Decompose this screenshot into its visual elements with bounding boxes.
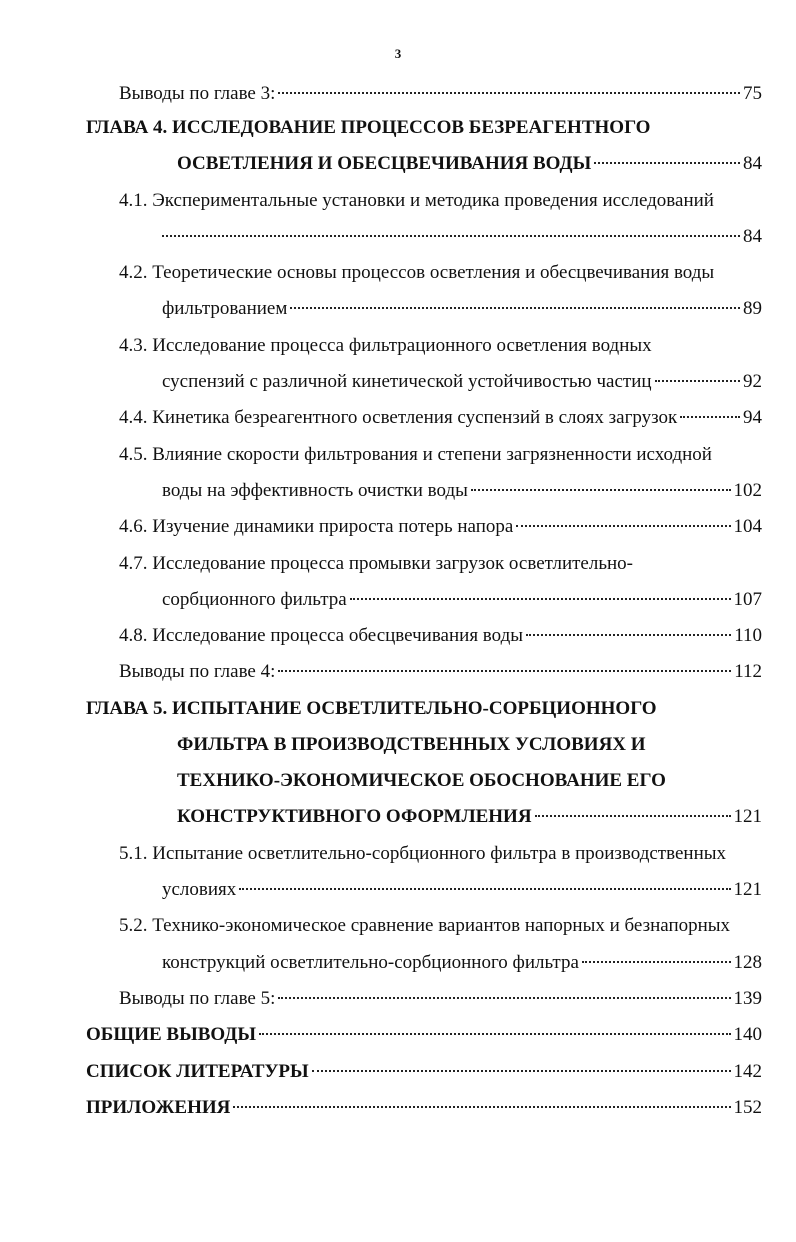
toc-page-number: 84 (743, 153, 762, 174)
dot-leader (594, 162, 740, 164)
toc-entry-title: ПРИЛОЖЕНИЯ (86, 1097, 231, 1118)
toc-references[interactable] (0, 1057, 762, 1087)
toc-section-4-5-cont[interactable] (0, 476, 762, 506)
toc-page-number: 84 (743, 226, 762, 247)
toc-section-5-1[interactable] (0, 839, 762, 869)
toc-section-4-7[interactable] (0, 549, 762, 579)
dot-leader (350, 598, 731, 600)
toc-entry-title: 4.8. Исследование процесса обесцвечивания воды (119, 625, 524, 646)
toc-entry-title: ОБЩИЕ ВЫВОДЫ (86, 1024, 256, 1045)
toc-entry-title: КОНСТРУКТИВНОГО ОФОРМЛЕНИЯ (177, 806, 532, 827)
toc-page-number: 92 (743, 371, 762, 392)
toc-page-number: 102 (733, 480, 762, 501)
toc-page-number: 142 (733, 1061, 762, 1082)
toc-section-4-7-cont[interactable] (0, 585, 762, 615)
toc-entry-conclusions-4[interactable] (0, 657, 762, 687)
toc-chapter-5-heading-cont-1[interactable] (0, 730, 762, 760)
toc-entry-title: сорбционного фильтра (162, 589, 347, 610)
toc-entry-title: 4.7. Исследование процесса промывки загрузок осветлительно- (119, 553, 633, 574)
dot-leader (526, 634, 731, 636)
toc-page-number: 128 (733, 952, 762, 973)
toc-section-4-3-cont[interactable] (0, 367, 762, 397)
toc-section-4-1-cont[interactable] (0, 222, 762, 252)
dot-leader (312, 1070, 731, 1072)
toc-page-number: 140 (733, 1024, 762, 1045)
toc-page-number: 112 (734, 661, 762, 682)
toc-entry-conclusions-3[interactable] (0, 79, 762, 109)
dot-leader (278, 670, 731, 672)
dot-leader (278, 997, 730, 999)
toc-page-number: 121 (733, 879, 762, 900)
toc-section-4-4[interactable] (0, 403, 762, 433)
toc-section-4-1[interactable] (0, 186, 762, 216)
dot-leader (259, 1033, 731, 1035)
dot-leader (535, 815, 731, 817)
dot-leader (655, 380, 740, 382)
dot-leader (471, 489, 731, 491)
dot-leader (233, 1106, 730, 1108)
toc-entry-title: 4.2. Теоретические основы процессов осветления и обесцвечивания воды (119, 262, 715, 283)
dot-leader (516, 525, 730, 527)
toc-appendices[interactable] (0, 1093, 762, 1123)
toc-section-5-2[interactable] (0, 911, 762, 941)
toc-section-5-1-cont[interactable] (0, 875, 762, 905)
toc-section-4-2-cont[interactable] (0, 294, 762, 324)
dot-leader (290, 307, 740, 309)
toc-page-number: 104 (733, 516, 762, 537)
toc-chapter-4-heading[interactable] (0, 113, 762, 143)
toc-entry-title: суспензий с различной кинетической устойчивостью частиц (162, 371, 652, 392)
toc-general-conclusions[interactable] (0, 1020, 762, 1050)
toc-entry-title: фильтрованием (162, 298, 288, 319)
toc-entry-title: ГЛАВА 4. ИССЛЕДОВАНИЕ ПРОЦЕССОВ БЕЗРЕАГЕНТНОГО (86, 117, 651, 138)
page-number: 3 (394, 46, 402, 61)
toc-entry-title: ФИЛЬТРА В ПРОИЗВОДСТВЕННЫХ УСЛОВИЯХ И (177, 734, 646, 755)
toc-entry-title: 4.1. Экспериментальные установки и методика проведения исследований (119, 190, 714, 211)
toc-section-4-5[interactable] (0, 440, 762, 470)
toc-chapter-5-heading[interactable] (0, 694, 762, 724)
toc-section-4-2[interactable] (0, 258, 762, 288)
dot-leader (278, 92, 740, 94)
dot-leader (680, 416, 740, 418)
toc-page-number: 110 (734, 625, 762, 646)
toc-entry-title: 4.5. Влияние скорости фильтрования и степени загрязненности исходной (119, 444, 712, 465)
toc-entry-title: 4.4. Кинетика безреагентного осветления суспензий в слоях загрузок (119, 407, 678, 428)
dot-leader (239, 888, 730, 890)
toc-entry-title: Выводы по главе 5: (119, 988, 276, 1009)
toc-page-number: 121 (733, 806, 762, 827)
toc-entry-title: ТЕХНИКО-ЭКОНОМИЧЕСКОЕ ОБОСНОВАНИЕ ЕГО (177, 770, 666, 791)
toc-chapter-5-heading-cont-3[interactable] (0, 802, 762, 832)
toc-chapter-5-heading-cont-2[interactable] (0, 766, 762, 796)
toc-page-number: 139 (733, 988, 762, 1009)
toc-chapter-4-heading-cont[interactable] (0, 149, 762, 179)
toc-entry-title: конструкций осветлительно-сорбционного фильтра (162, 952, 579, 973)
dot-leader (582, 961, 731, 963)
toc-page-number: 89 (743, 298, 762, 319)
toc-entry-title: 5.1. Испытание осветлительно-сорбционного фильтра в производственных (119, 843, 726, 864)
toc-entry-title: Выводы по главе 4: (119, 661, 276, 682)
toc-entry-title: воды на эффективность очистки воды (162, 480, 468, 501)
toc-entry-conclusions-5[interactable] (0, 984, 762, 1014)
toc-page-number: 75 (743, 83, 762, 104)
toc-entry-title: СПИСОК ЛИТЕРАТУРЫ (86, 1061, 309, 1082)
toc-entry-title: ОСВЕТЛЕНИЯ И ОБЕСЦВЕЧИВАНИЯ ВОДЫ (177, 153, 592, 174)
toc-page-number: 152 (733, 1097, 762, 1118)
toc-section-4-3[interactable] (0, 331, 762, 361)
toc-page-number: 107 (733, 589, 762, 610)
toc-entry-title: 4.3. Исследование процесса фильтрационного осветления водных (119, 335, 652, 356)
toc-section-5-2-cont[interactable] (0, 948, 762, 978)
toc-entry-title: Выводы по главе 3: (119, 83, 276, 104)
toc-entry-title: 4.6. Изучение динамики прироста потерь напора (119, 516, 514, 537)
toc-section-4-6[interactable] (0, 512, 762, 542)
dot-leader (162, 235, 740, 237)
toc-page-number: 94 (743, 407, 762, 428)
toc-entry-title: 5.2. Технико-экономическое сравнение вариантов напорных и безнапорных (119, 915, 731, 936)
toc-section-4-8[interactable] (0, 621, 762, 651)
toc-entry-title: ГЛАВА 5. ИСПЫТАНИЕ ОСВЕТЛИТЕЛЬНО-СОРБЦИОННОГО (86, 698, 657, 719)
toc-entry-title: условиях (162, 879, 237, 900)
